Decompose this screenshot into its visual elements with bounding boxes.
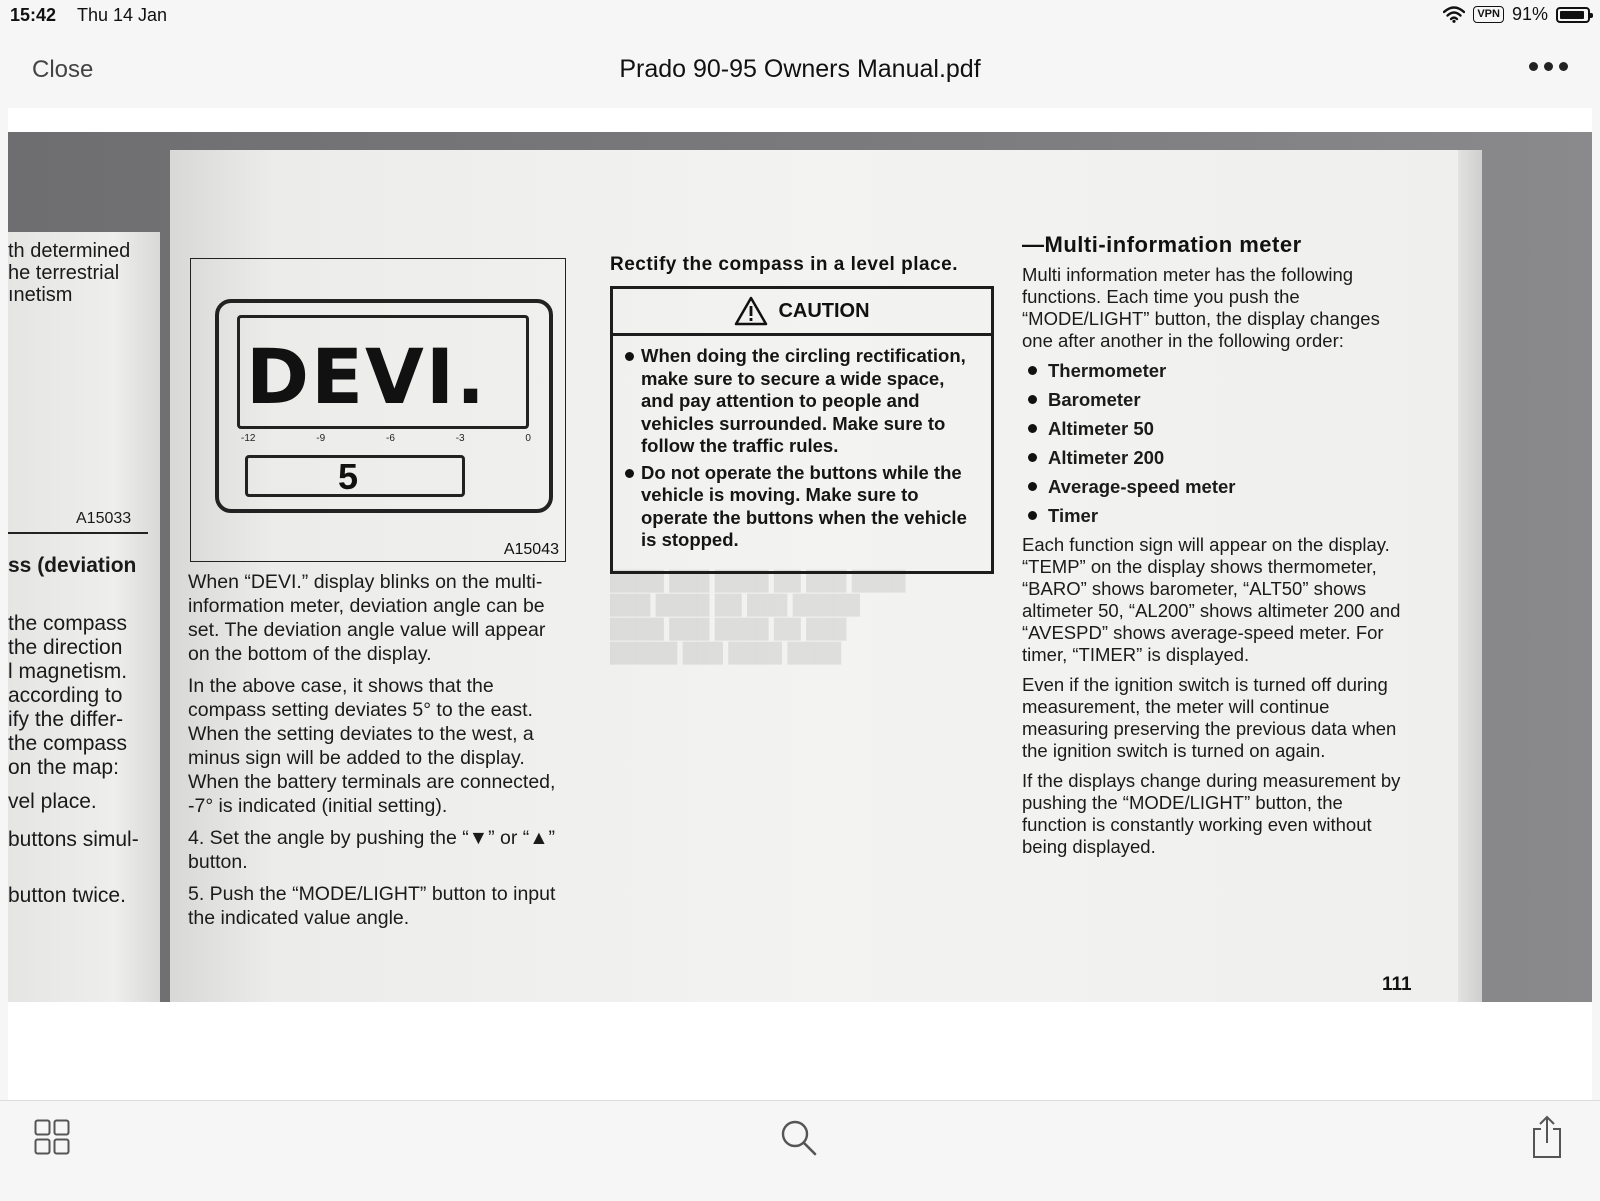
- search-button[interactable]: [780, 1119, 818, 1160]
- figure-border: [8, 532, 148, 534]
- navigation-bar: [0, 32, 1600, 108]
- left-page-line: ınetism: [8, 284, 73, 306]
- left-page-line: on the map:: [8, 756, 119, 779]
- page-edge: [1458, 150, 1482, 1002]
- search-icon: [780, 1119, 818, 1157]
- scale-label: -6: [385, 433, 395, 444]
- scale-label: -12: [241, 433, 256, 444]
- caution-title: CAUTION: [778, 299, 870, 322]
- figure-code: A15033: [76, 510, 132, 527]
- vpn-badge: VPN: [1473, 6, 1504, 23]
- left-page-heading: ss (deviation: [8, 554, 137, 577]
- paragraph: When “DEVI.” display blinks on the multi-information meter, deviation angle can be set. The deviation angle value will appear on the bottom of the display.: [188, 571, 546, 665]
- battery-icon: [1556, 7, 1590, 23]
- document-viewer[interactable]: [8, 108, 1592, 1100]
- section-title: —Multi-information meter: [1022, 232, 1302, 257]
- lcd-figure: [190, 258, 566, 562]
- function-item: Barometer: [1022, 385, 1406, 414]
- caution-header: [613, 289, 991, 336]
- share-button[interactable]: [1530, 1115, 1564, 1162]
- caution-box: [610, 286, 994, 574]
- lcd-text: DEVI.: [246, 332, 487, 421]
- function-item: Average-speed meter: [1022, 472, 1406, 501]
- left-page: [8, 232, 160, 1002]
- lcd-number-box: [245, 455, 465, 497]
- battery-level: [1560, 11, 1584, 19]
- left-page-line: vel place.: [8, 790, 97, 813]
- left-page-line: the compass: [8, 612, 128, 635]
- wifi-icon: [1443, 6, 1465, 23]
- status-bar: [0, 0, 1600, 32]
- left-page-line: ify the differ-: [8, 708, 124, 731]
- function-item: Altimeter 50: [1022, 414, 1406, 443]
- left-page-line: he terrestrial: [8, 262, 120, 284]
- share-icon: [1530, 1115, 1564, 1159]
- document-page-photo: [8, 132, 1592, 1002]
- bleed-through-text: ████ ███ ████ ██ ███ ████ ███ ████ ██ ███ █████ ████ ███ ████ ██ ███ █████ ███ ████ ████: [610, 571, 906, 664]
- column-multi-information: [1022, 264, 1406, 866]
- status-date: Thu 14 Jan: [77, 5, 168, 25]
- status-indicators: [1443, 4, 1590, 25]
- rectify-note: Rectify the compass in a level place.: [610, 254, 958, 275]
- lcd-scale: [241, 433, 531, 444]
- page-number: 111: [1382, 974, 1412, 995]
- function-item: Altimeter 200: [1022, 443, 1406, 472]
- function-item: Thermometer: [1022, 356, 1406, 385]
- caution-body: [623, 345, 981, 556]
- caution-item: Do not operate the buttons while the vehicle is moving. Make sure to operate the buttons when the vehicle is stopped.: [623, 462, 981, 552]
- thumbnails-button[interactable]: [34, 1119, 70, 1158]
- lcd-number: 5: [338, 456, 359, 497]
- step-5: 5. Push the “MODE/LIGHT” button to input the indicated value angle.: [188, 883, 556, 929]
- scale-label: -3: [455, 433, 465, 444]
- caution-item: When doing the circling rectification, make sure to secure a wide space, and pay attention to people and vehicles surrounded. Make sure to follow the traffic rules.: [623, 345, 981, 458]
- paragraph: In the above case, it shows that the compass setting deviates 5° to the east. When the setting deviates to the west, a minus sign will be added to the display. When the battery terminals are connected, -7° is indicated (initial setting).: [188, 675, 556, 817]
- paragraph: Even if the ignition switch is turned off during measurement, the meter will continue measuring preserving the previous data when the ignition switch is turned on again.: [1022, 674, 1397, 761]
- left-page-line: button twice.: [8, 884, 126, 907]
- document-title: Prado 90-95 Owners Manual.pdf: [619, 55, 981, 83]
- paragraph: If the displays change during measurement by pushing the “MODE/LIGHT” button, the function is constantly working even without being displayed.: [1022, 770, 1401, 857]
- column-deviation: [188, 570, 572, 938]
- more-options-icon[interactable]: [1529, 62, 1568, 71]
- step-4: 4. Set the angle by pushing the “▼” or “▲” button.: [188, 827, 556, 873]
- left-page-line: l magnetism.: [8, 660, 128, 683]
- left-page-line: buttons simul-: [8, 828, 139, 851]
- function-item: Timer: [1022, 501, 1406, 530]
- figure-code: A15043: [503, 541, 559, 558]
- left-page-line: the direction: [8, 636, 123, 659]
- status-time: 15:42: [10, 5, 57, 25]
- manual-page: [170, 150, 1470, 1002]
- bottom-toolbar: [0, 1100, 1600, 1201]
- warning-icon: [734, 296, 768, 326]
- paragraph: Multi information meter has the following functions. Each time you push the “MODE/LIGHT” button, the display changes one after another in the following order:: [1022, 264, 1380, 351]
- lcd-screen: [237, 315, 529, 429]
- left-page-line: th determined: [8, 240, 131, 262]
- battery-percent: 91%: [1511, 4, 1548, 24]
- left-page-line: according to: [8, 684, 123, 707]
- lcd-display: [215, 299, 553, 513]
- left-page-line: the compass: [8, 732, 128, 755]
- paragraph: Each function sign will appear on the display. “TEMP” on the display shows thermometer, “BARO” shows barometer, “ALT50” shows altimeter 50, “AL200” shows altimeter 200 and “AVESPD” shows average-speed meter. For timer, “TIMER” is displayed.: [1022, 534, 1401, 665]
- scale-label: 0: [525, 433, 531, 444]
- grid-icon: [34, 1119, 70, 1155]
- function-list: [1022, 356, 1406, 530]
- close-button[interactable]: Close: [32, 56, 94, 83]
- scale-label: -9: [316, 433, 326, 444]
